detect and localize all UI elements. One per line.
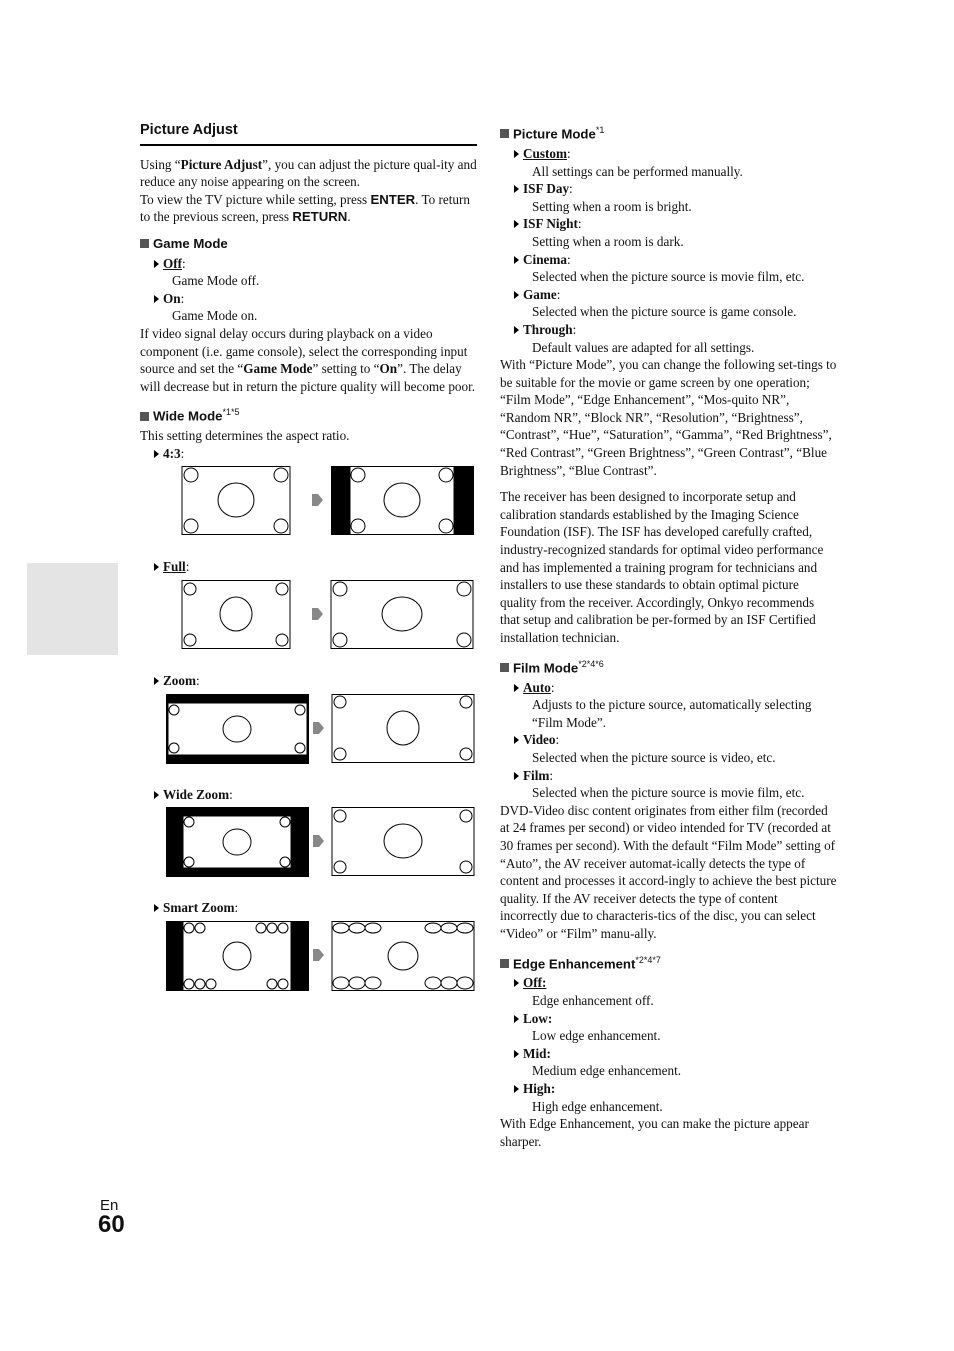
wide-option-zoom: Zoom: — [154, 672, 477, 690]
option-desc: All settings can be performed manually. — [532, 163, 743, 179]
option-edge-high: High: — [514, 1080, 837, 1098]
film-mode-heading: Film Mode$^{*2*4*6}$ — [500, 656, 837, 677]
diagram-4-3 — [140, 466, 477, 558]
option-auto: Auto: — [514, 679, 837, 697]
option-isf-night: ISF Night: — [514, 215, 837, 233]
option-desc: Selected when the picture source is movie film, etc. — [532, 269, 805, 285]
wide-mode-heading: Wide Mode$^{*1*5}$ — [140, 404, 477, 425]
game-mode-note: If video signal delay occurs during playback on a video component (i.e. game console), select the corresponding input source and set the “Game Mode” setting to “On”. The delay will decrease but in return the picture quality will become poor. — [140, 325, 476, 394]
option-desc: Game Mode on. — [172, 308, 258, 324]
option-desc: Selected when the picture source is video, etc. — [532, 749, 776, 765]
option-edge-mid: Mid: — [514, 1045, 837, 1063]
intro-paragraph-2: To view the TV picture while setting, press ENTER. To return to the previous screen, press RETURN. — [140, 191, 471, 225]
option-game: Game: — [514, 286, 837, 304]
option-on: On: — [154, 290, 477, 308]
option-desc: Medium edge enhancement. — [532, 1063, 682, 1079]
section-title: Picture Adjust — [140, 122, 477, 146]
option-cinema: Cinema: — [514, 251, 837, 269]
diagram-smart-zoom — [140, 921, 477, 1001]
right-column — [500, 122, 837, 1150]
option-custom: Custom: — [514, 145, 837, 163]
option-desc: Setting when a room is bright. — [532, 198, 692, 214]
picture-mode-paragraph: With “Picture Mode”, you can change the following set-tings to be suitable for the movie or game screen by one operation; “Film Mode”, “Edge Enhancement”, “Mos-quito NR”, “Random NR”, “Block NR”, “Resolution”, “Brightness”, “Contrast”, “Hue”, “Saturation”, “Gamma”, “Red Brightness”, “Red Contrast”, “Green Brightness”, “Green Contrast”, “Blue Brightness”, “Blue Contrast”. — [500, 357, 837, 478]
option-desc: Low edge enhancement. — [532, 1028, 661, 1044]
option-edge-off: Off: — [514, 974, 837, 992]
option-film: Film: — [514, 767, 837, 785]
option-video: Video: — [514, 731, 837, 749]
wide-option-wide-zoom: Wide Zoom: — [154, 786, 477, 804]
option-desc: Edge enhancement off. — [532, 993, 654, 1009]
option-isf-day: ISF Day: — [514, 180, 837, 198]
option-through: Through: — [514, 321, 837, 339]
diagram-full — [140, 580, 477, 672]
wide-option-full: Full: — [154, 558, 477, 576]
game-mode-heading: Game Mode — [140, 235, 477, 253]
film-mode-paragraph: DVD-Video disc content originates from either film (recorded at 24 frames per second) or video intended for TV (recorded at 30 frames per second). With the default “Film Mode” setting of “Auto”, the AV receiver automat-ically detects the type of content and processes it accord-ingly to achieve the best picture quality. If the AV receiver detects the type of content incorrectly due to characteris-tics of the disc, you can select “Video” or “Film” manu-ally. — [500, 802, 837, 941]
left-column — [140, 122, 477, 1001]
page-language: En — [100, 1197, 119, 1214]
option-desc: Game Mode off. — [172, 273, 260, 289]
edge-paragraph: With Edge Enhancement, you can make the picture appear sharper. — [500, 1116, 809, 1149]
option-edge-low: Low: — [514, 1010, 837, 1028]
side-tab-marker — [27, 563, 118, 655]
intro-paragraph: Using “Picture Adjust”, you can adjust the picture qual-ity and reduce any noise appearing on the screen. — [140, 156, 477, 190]
edge-enhancement-heading: Edge Enhancement$^{*2*4*7}$ — [500, 952, 837, 973]
option-desc: Setting when a room is dark. — [532, 233, 684, 249]
isf-paragraph: The receiver has been designed to incorporate setup and calibration standards established by the Imaging Science Foundation (ISF). The ISF has developed carefully crafted, industry-recognized standards for optimal video performance and has implemented a training program for technicians and installers to use these standards to obtain optimal picture quality from the receiver. Accordingly, Onkyo recommends that setup and calibration be per-formed by an ISF Certified installation technician. — [500, 489, 824, 646]
option-desc: Selected when the picture source is movie film, etc. — [532, 785, 805, 801]
wide-option-smart-zoom: Smart Zoom: — [154, 899, 477, 917]
picture-mode-heading: Picture Mode$^{*1}$ — [500, 122, 837, 143]
option-desc: High edge enhancement. — [532, 1098, 663, 1114]
diagram-zoom — [140, 694, 477, 786]
option-off: Off: — [154, 255, 477, 273]
wide-option-4-3: 4:3: — [154, 445, 477, 463]
page-number: 60 — [98, 1211, 125, 1238]
option-desc: Selected when the picture source is game console. — [532, 304, 797, 320]
diagram-wide-zoom — [140, 807, 477, 899]
wide-mode-desc: This setting determines the aspect ratio. — [140, 428, 350, 444]
option-desc: Adjusts to the picture source, automatically selecting “Film Mode”. — [532, 697, 812, 730]
option-desc: Default values are adapted for all settings. — [532, 339, 755, 355]
